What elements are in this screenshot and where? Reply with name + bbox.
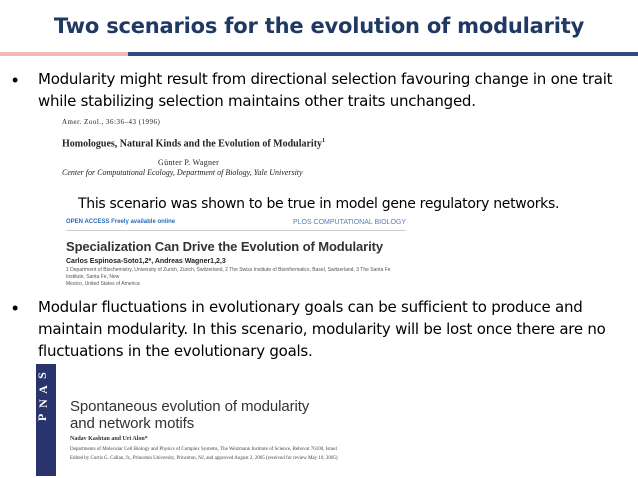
title-rule [128, 52, 638, 56]
journal-side-letter: A [35, 385, 50, 394]
clipping-title: Specialization Can Drive the Evolution of Modularity [66, 239, 383, 254]
scenario-note: This scenario was shown to be true in model gene regulatory networks. [78, 196, 560, 212]
open-access-label: OPEN ACCESS Freely available online [66, 219, 176, 225]
paper-clipping-kashtan-alon [30, 364, 360, 476]
journal-side-bar [36, 364, 56, 476]
paper-clipping-espinosa-soto [66, 218, 406, 290]
bullet-2-line-1: Modular fluctuations in evolutionary goals can be sufficient to produce and [38, 298, 583, 316]
slide-title: Two scenarios for the evolution of modularity [53, 14, 585, 38]
journal-side-letter: N [35, 399, 50, 408]
clipping-authors: Nadav Kashtan and Uri Alon* [70, 436, 148, 442]
bullet-1-line-1: Modularity might result from directional selection favouring change in one trait [38, 70, 613, 88]
title-rule-accent [0, 52, 128, 56]
clipping-journal: Amer. Zool., 36:36–43 (1996) [62, 118, 161, 126]
clipping-title: Spontaneous evolution of modularity and network motifs [70, 398, 310, 432]
journal-side-letter: S [34, 372, 49, 379]
bullet-2-text [38, 296, 638, 362]
paper-clipping-wagner [62, 118, 382, 190]
bullet-marker: • [12, 298, 19, 318]
journal-logo: PLOS COMPUTATIONAL BIOLOGY [292, 219, 406, 226]
bullet-1-line-2: while stabilizing selection maintains other traits unchanged. [38, 92, 476, 110]
clipping-affiliation: 1 Department of Biochemistry, University of Zurich, Zurich, Switzerland, 2 The Swiss Institute of Bioinformatics, Basel, Switzerland, 3 The Santa Fe Institute, Santa Fe, New Mexico, United States of America [66, 267, 391, 287]
clipping-title: Homologues, Natural Kinds and the Evolution of Modularity$^1$ [62, 138, 326, 150]
clipping-affiliation: Center for Computational Ecology, Department of Biology, Yale University [62, 168, 303, 178]
bullet-1-text [38, 68, 638, 112]
clipping-affiliation: Departments of Molecular Cell Biology and Physics of Complex Systems, The Weizmann Institute of Science, Rehovot 76100, Israel Edited by Curtis G. Callan, Jr., Princeton University, Princeton, NJ, and approved August 2, 2005 (received for review May 10, 2005) [70, 447, 338, 461]
bullet-2-line-2: maintain modularity. In this scenario, modularity will be lost once there are no [38, 320, 606, 338]
bullet-2-line-3: fluctuations in the evolutionary goals. [38, 342, 313, 360]
bullet-marker: • [12, 70, 19, 90]
clipping-author: Günter P. Wagner [158, 158, 220, 168]
journal-side-letter: P [35, 413, 50, 422]
clipping-authors: Carlos Espinosa-Soto1,2*, Andreas Wagner1,2,3 [66, 258, 226, 265]
